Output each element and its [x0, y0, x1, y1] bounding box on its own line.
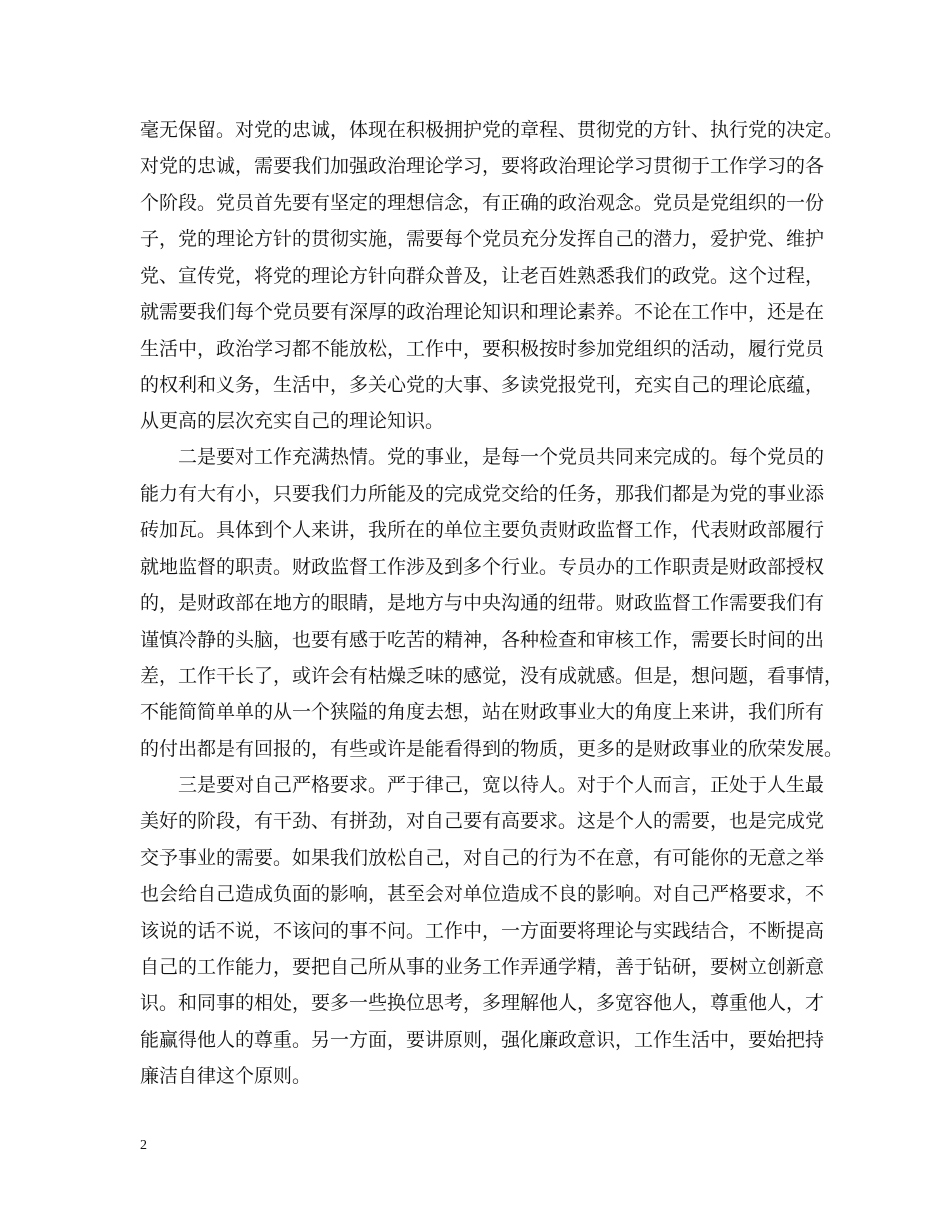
text-line: 个阶段。党员首先要有坚定的理想信念，有正确的政治观念。党员是党组织的一份 [140, 192, 825, 214]
text-line: 自己的工作能力，要把自己所从事的业务工作弄通学精，善于钻研，要树立创新意 [140, 956, 825, 978]
text-line: 谨慎冷静的头脑，也要有感于吃苦的精神，各种检查和审核工作，需要长时间的出 [140, 629, 825, 651]
page-number: 2 [140, 1138, 147, 1153]
text-line: 党、宣传党，将党的理论方针向群众普及，让老百姓熟悉我们的政党。这个过程， [140, 265, 825, 287]
text-line: 三是要对自己严格要求。严于律己，宽以待人。对于个人而言，正处于人生最 [178, 774, 825, 796]
text-line: 就地监督的职责。财政监督工作涉及到多个行业。专员办的工作职责是财政部授权 [140, 556, 825, 578]
text-line: 能赢得他人的尊重。另一方面，要讲原则，强化廉政意识，工作生活中，要始把持 [140, 1029, 825, 1051]
text-line: 差，工作干长了，或许会有枯燥乏味的感觉，没有成就感。但是，想问题，看事情， [140, 665, 844, 687]
text-line: 能力有大有小，只要我们力所能及的完成党交给的任务，那我们都是为党的事业添 [140, 483, 825, 505]
text-line: 该说的话不说，不该问的事不问。工作中，一方面要将理论与实践结合，不断提高 [140, 920, 825, 942]
text-line: 毫无保留。对党的忠诚，体现在积极拥护党的章程、贯彻党的方针、执行党的决定。 [140, 119, 844, 141]
text-line: 也会给自己造成负面的影响，甚至会对单位造成不良的影响。对自己严格要求，不 [140, 883, 825, 905]
text-line: 交予事业的需要。如果我们放松自己，对自己的行为不在意，有可能你的无意之举 [140, 847, 825, 869]
text-line: 的权利和义务，生活中，多关心党的大事、多读党报党刊，充实自己的理论底蕴， [140, 374, 825, 396]
text-line: 的付出都是有回报的，有些或许是能看得到的物质，更多的是财政事业的欣荣发展。 [140, 738, 844, 760]
text-line: 子，党的理论方针的贯彻实施，需要每个党员充分发挥自己的潜力，爱护党、维护 [140, 228, 825, 250]
text-line: 就需要我们每个党员要有深厚的政治理论知识和理论素养。不论在工作中，还是在 [140, 301, 825, 323]
text-line: 廉洁自律这个原则。 [140, 1065, 312, 1087]
text-line: 的，是财政部在地方的眼睛，是地方与中央沟通的纽带。财政监督工作需要我们有 [140, 592, 825, 614]
text-line: 美好的阶段，有干劲、有拼劲，对自己要有高要求。这是个人的需要，也是完成党 [140, 810, 825, 832]
text-line: 生活中，政治学习都不能放松，工作中，要积极按时参加党组织的活动，履行党员 [140, 338, 825, 360]
text-line: 识。和同事的相处，要多一些换位思考，多理解他人，多宽容他人，尊重他人，才 [140, 992, 825, 1014]
text-line: 不能简简单单的从一个狭隘的角度去想，站在财政事业大的角度上来讲，我们所有 [140, 701, 825, 723]
text-line: 砖加瓦。具体到个人来讲，我所在的单位主要负责财政监督工作，代表财政部履行 [140, 519, 825, 541]
text-line: 二是要对工作充满热情。党的事业，是每一个党员共同来完成的。每个党员的 [178, 446, 825, 468]
text-line: 对党的忠诚，需要我们加强政治理论学习，要将政治理论学习贯彻于工作学习的各 [140, 155, 825, 177]
text-line: 从更高的层次充实自己的理论知识。 [140, 410, 445, 432]
